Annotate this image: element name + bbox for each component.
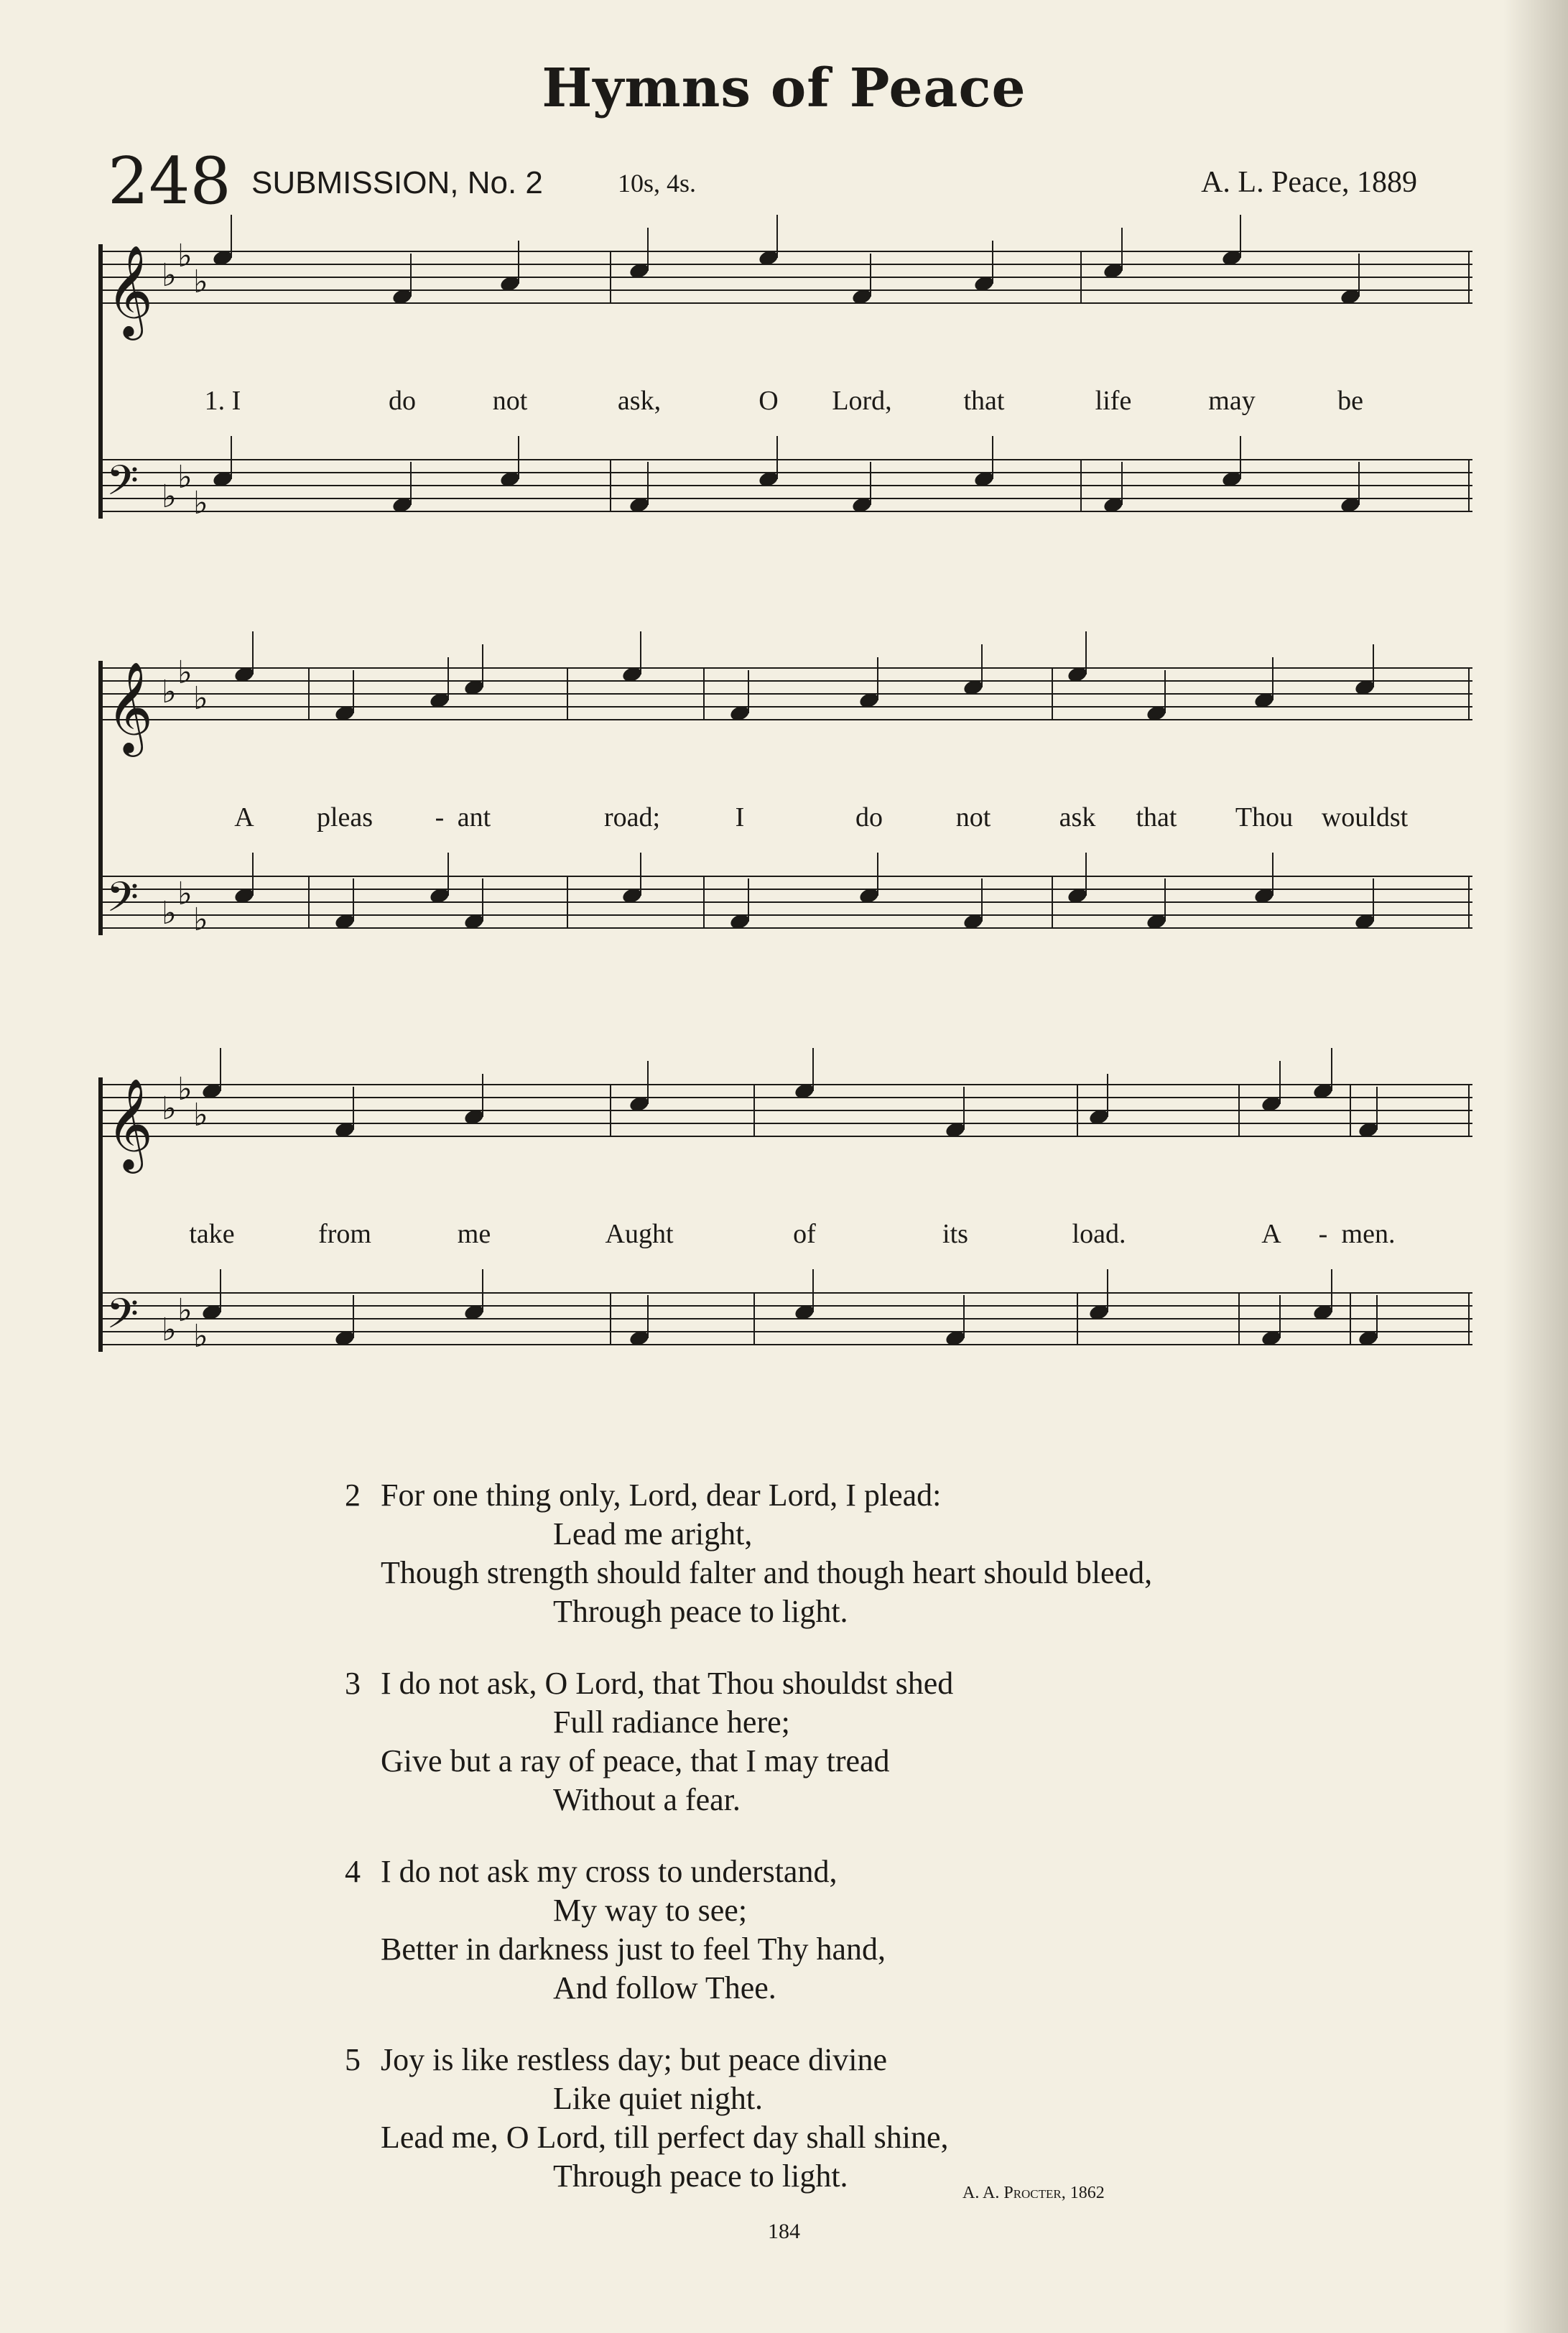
flat-sign-icon: ♭ <box>162 1312 177 1348</box>
flat-sign-icon: ♭ <box>193 680 208 717</box>
flat-sign-icon: ♭ <box>177 1292 192 1329</box>
verse-line: My way to see; <box>553 1893 748 1928</box>
verse-line: Without a fear. <box>553 1782 741 1817</box>
verse-2 <box>345 1476 1422 1631</box>
lyric-syllable: of <box>793 1219 816 1249</box>
bass-clef-icon: 𝄢 <box>106 456 139 515</box>
running-title: Hymns of Peace <box>542 57 1026 119</box>
flat-sign-icon: ♭ <box>177 654 192 691</box>
composer: A. L. Peace, 1889 <box>1201 166 1417 199</box>
verse-line: Though strength should falter and though heart should bleed, <box>381 1555 1153 1590</box>
lyric-syllable: that <box>1136 802 1177 832</box>
lyric-syllable: road; <box>603 802 661 832</box>
lyric-syllable: wouldst <box>1321 802 1409 832</box>
lyric-syllable: may <box>1208 386 1256 416</box>
lyric-syllable: ask, <box>617 386 662 416</box>
verse-line: And follow Thee. <box>553 1970 776 2005</box>
lyric-syllable: do <box>855 802 883 832</box>
flat-sign-icon: ♭ <box>162 674 177 710</box>
lyric-syllable: load. <box>1072 1219 1126 1249</box>
verse-line: I do not ask my cross to understand, <box>381 1854 838 1889</box>
flat-sign-icon: ♭ <box>177 876 192 912</box>
verse-line: Give but a ray of peace, that I may tread <box>381 1743 890 1778</box>
verse-5 <box>345 2041 1422 2196</box>
tune-name: SUBMISSION, No. 2 <box>251 165 543 200</box>
lyric-syllable: - <box>1318 1219 1328 1249</box>
verse-line: Lead me, O Lord, till perfect day shall shine, <box>381 2120 949 2155</box>
verse-line: Through peace to light. <box>553 1594 848 1629</box>
lyric-syllable: Lord, <box>832 386 892 416</box>
lyric-syllable: A <box>234 802 254 832</box>
verse-number: 3 <box>345 1666 361 1701</box>
lyric-syllable: O <box>759 386 779 416</box>
treble-clef-icon: 𝄞 <box>106 244 154 336</box>
verse-number: 4 <box>345 1854 361 1889</box>
lyric-syllable: from <box>318 1219 371 1249</box>
lyric-syllable: not <box>955 802 991 832</box>
verse-line: Joy is like restless day; but peace divine <box>381 2042 888 2077</box>
lyric-syllable: Thou <box>1235 802 1294 832</box>
lyric-syllable: men. <box>1341 1219 1396 1249</box>
meter: 10s, 4s. <box>618 169 697 198</box>
lyric-syllable: ask <box>1059 802 1096 832</box>
lyric-syllable: - <box>435 802 445 832</box>
flat-sign-icon: ♭ <box>193 901 208 938</box>
flat-sign-icon: ♭ <box>193 264 208 300</box>
lyric-syllable: not <box>492 386 528 416</box>
flat-sign-icon: ♭ <box>162 478 177 515</box>
flat-sign-icon: ♭ <box>162 895 177 932</box>
lyric-syllable: A <box>1261 1219 1281 1249</box>
lyric-syllable: its <box>942 1219 968 1249</box>
lyric-syllable: do <box>389 386 416 416</box>
flat-sign-icon: ♭ <box>162 257 177 294</box>
verse-line: Lead me aright, <box>553 1516 753 1552</box>
flat-sign-icon: ♭ <box>162 1090 177 1127</box>
lyric-syllable: me <box>457 1219 491 1249</box>
flat-sign-icon: ♭ <box>193 1318 208 1355</box>
hymn-number: 248 <box>108 144 231 219</box>
verse-3 <box>345 1664 1422 1819</box>
lyric-syllable: pleas <box>316 802 374 832</box>
treble-clef-icon: 𝄞 <box>106 661 154 753</box>
verse-line: Through peace to light. <box>553 2158 848 2194</box>
lyric-syllable: take <box>189 1219 235 1249</box>
bass-clef-icon: 𝄢 <box>106 1289 139 1348</box>
flat-sign-icon: ♭ <box>193 485 208 521</box>
page-number: 184 <box>768 2220 800 2243</box>
flat-sign-icon: ♭ <box>193 1097 208 1133</box>
lyric-syllable: 1. I <box>204 386 241 416</box>
lyric-syllable: be <box>1337 386 1363 416</box>
verse-number: 5 <box>345 2042 361 2077</box>
verse-line: Full radiance here; <box>553 1704 790 1740</box>
verse-line: For one thing only, Lord, dear Lord, I plead: <box>381 1478 942 1513</box>
verse-line: I do not ask, O Lord, that Thou shouldst shed <box>381 1666 954 1701</box>
verse-number: 2 <box>345 1478 361 1513</box>
lyricist-credit: A. A. Procter, 1862 <box>962 2184 1105 2202</box>
flat-sign-icon: ♭ <box>177 1071 192 1108</box>
lyric-syllable: Aught <box>605 1219 674 1249</box>
treble-clef-icon: 𝄞 <box>106 1077 154 1169</box>
verse-line: Like quiet night. <box>553 2081 764 2116</box>
lyric-syllable: I <box>735 802 745 832</box>
lyric-syllable: that <box>963 386 1005 416</box>
verse-line: Better in darkness just to feel Thy hand, <box>381 1931 886 1967</box>
flat-sign-icon: ♭ <box>177 459 192 496</box>
flat-sign-icon: ♭ <box>177 238 192 274</box>
bass-clef-icon: 𝄢 <box>106 873 139 932</box>
verses <box>345 1476 1422 2229</box>
verse-4 <box>345 1852 1422 2008</box>
lyric-syllable: ant <box>457 802 491 832</box>
lyric-syllable: life <box>1095 386 1132 416</box>
